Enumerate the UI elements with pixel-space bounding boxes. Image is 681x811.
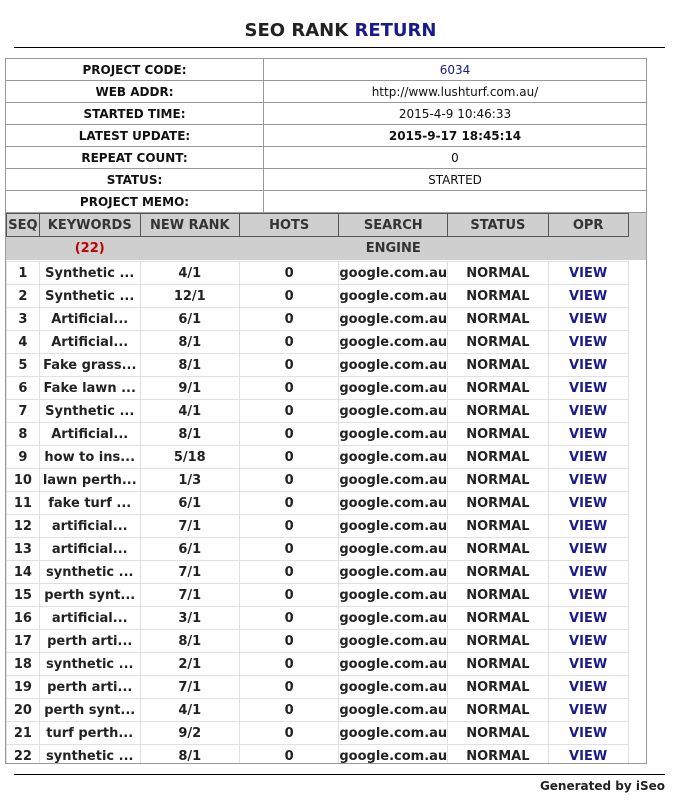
row-seq: 14 (7, 561, 40, 584)
row-new-rank: 7/1 (140, 584, 239, 607)
row-search-engine: google.com.au (339, 400, 448, 423)
row-seq: 15 (7, 584, 40, 607)
info-row-code (6, 59, 647, 81)
row-search-engine: google.com.au (339, 630, 448, 653)
view-link[interactable]: VIEW (548, 331, 628, 354)
info-row-memo (6, 191, 647, 213)
keyword-rank-table-container (5, 212, 647, 764)
row-search-engine: google.com.au (339, 492, 448, 515)
header-search[interactable]: SEARCH (339, 214, 448, 237)
view-link[interactable]: VIEW (548, 653, 628, 676)
row-status: NORMAL (448, 377, 548, 400)
row-keyword[interactable]: Synthetic ... (39, 285, 140, 308)
view-link[interactable]: VIEW (548, 354, 628, 377)
row-filler (628, 722, 645, 745)
table-row (7, 538, 646, 561)
row-keyword[interactable]: Synthetic ... (39, 262, 140, 285)
row-filler (628, 423, 645, 446)
view-link[interactable]: VIEW (548, 722, 628, 745)
view-link[interactable]: VIEW (548, 561, 628, 584)
row-hots: 0 (239, 676, 338, 699)
row-new-rank: 4/1 (140, 699, 239, 722)
table-row (7, 446, 646, 469)
header-engine: ENGINE (339, 237, 448, 260)
subheader-seq (7, 237, 40, 260)
row-hots: 0 (239, 538, 338, 561)
view-link[interactable]: VIEW (548, 492, 628, 515)
page-title-main: SEO RANK (244, 20, 349, 41)
table-row (7, 331, 646, 354)
row-seq: 19 (7, 676, 40, 699)
view-link[interactable]: VIEW (548, 584, 628, 607)
row-search-engine: google.com.au (339, 745, 448, 765)
row-keyword[interactable]: synthetic ... (39, 653, 140, 676)
row-status: NORMAL (448, 354, 548, 377)
web-addr-label: WEB ADDR: (6, 81, 264, 103)
row-search-engine: google.com.au (339, 285, 448, 308)
row-hots: 0 (239, 492, 338, 515)
row-status: NORMAL (448, 630, 548, 653)
row-keyword[interactable]: perth arti... (39, 630, 140, 653)
row-filler (628, 745, 645, 765)
row-hots: 0 (239, 377, 338, 400)
table-row (7, 308, 646, 331)
view-link[interactable]: VIEW (548, 262, 628, 285)
row-seq: 16 (7, 607, 40, 630)
header-filler (628, 214, 645, 237)
row-new-rank: 9/2 (140, 722, 239, 745)
repeat-count-value: 0 (264, 147, 647, 169)
row-keyword[interactable]: perth synt... (39, 699, 140, 722)
row-filler (628, 515, 645, 538)
info-row-repeat (6, 147, 647, 169)
info-row-status (6, 169, 647, 191)
row-status: NORMAL (448, 400, 548, 423)
row-new-rank: 4/1 (140, 400, 239, 423)
table-row (7, 469, 646, 492)
table-row (7, 561, 646, 584)
row-hots: 0 (239, 607, 338, 630)
status-value: STARTED (264, 169, 647, 191)
row-new-rank: 6/1 (140, 492, 239, 515)
row-hots: 0 (239, 423, 338, 446)
row-filler (628, 561, 645, 584)
row-hots: 0 (239, 469, 338, 492)
row-status: NORMAL (448, 676, 548, 699)
table-row (7, 699, 646, 722)
row-status: NORMAL (448, 469, 548, 492)
row-filler (628, 400, 645, 423)
row-keyword[interactable]: Artificial... (39, 423, 140, 446)
row-status: NORMAL (448, 561, 548, 584)
row-filler (628, 285, 645, 308)
row-hots: 0 (239, 400, 338, 423)
row-new-rank: 8/1 (140, 331, 239, 354)
repeat-count-label: REPEAT COUNT: (6, 147, 264, 169)
view-link[interactable]: VIEW (548, 400, 628, 423)
row-search-engine: google.com.au (339, 538, 448, 561)
row-new-rank: 3/1 (140, 607, 239, 630)
row-filler (628, 630, 645, 653)
view-link[interactable]: VIEW (548, 285, 628, 308)
row-search-engine: google.com.au (339, 262, 448, 285)
row-search-engine: google.com.au (339, 515, 448, 538)
header-seq[interactable]: SEQ (7, 214, 40, 237)
row-status: NORMAL (448, 285, 548, 308)
row-hots: 0 (239, 699, 338, 722)
latest-update-value: 2015-9-17 18:45:14 (264, 125, 647, 147)
row-search-engine: google.com.au (339, 308, 448, 331)
table-header-row (7, 214, 646, 237)
subheader-hots (239, 237, 338, 260)
subheader-opr (548, 237, 628, 260)
info-row-started (6, 103, 647, 125)
table-row (7, 515, 646, 538)
row-hots: 0 (239, 308, 338, 331)
row-seq: 9 (7, 446, 40, 469)
table-row (7, 354, 646, 377)
row-new-rank: 8/1 (140, 423, 239, 446)
row-seq: 18 (7, 653, 40, 676)
row-filler (628, 354, 645, 377)
row-keyword[interactable]: synthetic ... (39, 561, 140, 584)
row-search-engine: google.com.au (339, 331, 448, 354)
view-link[interactable]: VIEW (548, 423, 628, 446)
row-new-rank: 8/1 (140, 354, 239, 377)
row-seq: 20 (7, 699, 40, 722)
page-title-accent: RETURN (354, 20, 437, 41)
table-row (7, 400, 646, 423)
row-new-rank: 8/1 (140, 745, 239, 765)
row-seq: 2 (7, 285, 40, 308)
row-new-rank: 2/1 (140, 653, 239, 676)
table-row (7, 262, 646, 285)
row-seq: 11 (7, 492, 40, 515)
row-new-rank: 12/1 (140, 285, 239, 308)
row-hots: 0 (239, 515, 338, 538)
row-hots: 0 (239, 653, 338, 676)
row-filler (628, 308, 645, 331)
row-search-engine: google.com.au (339, 699, 448, 722)
row-search-engine: google.com.au (339, 607, 448, 630)
row-seq: 21 (7, 722, 40, 745)
row-keyword[interactable]: perth synt... (39, 584, 140, 607)
row-search-engine: google.com.au (339, 354, 448, 377)
row-status: NORMAL (448, 492, 548, 515)
row-keyword[interactable]: turf perth... (39, 722, 140, 745)
header-status[interactable]: STATUS (448, 214, 548, 237)
row-search-engine: google.com.au (339, 446, 448, 469)
row-status: NORMAL (448, 423, 548, 446)
row-filler (628, 262, 645, 285)
row-keyword[interactable]: perth arti... (39, 676, 140, 699)
row-seq: 6 (7, 377, 40, 400)
row-new-rank: 4/1 (140, 262, 239, 285)
row-search-engine: google.com.au (339, 722, 448, 745)
row-status: NORMAL (448, 446, 548, 469)
row-filler (628, 607, 645, 630)
top-divider (14, 47, 665, 48)
row-seq: 22 (7, 745, 40, 765)
row-filler (628, 331, 645, 354)
row-hots: 0 (239, 584, 338, 607)
row-keyword[interactable]: artificial... (39, 538, 140, 561)
row-search-engine: google.com.au (339, 653, 448, 676)
row-search-engine: google.com.au (339, 469, 448, 492)
view-link[interactable]: VIEW (548, 538, 628, 561)
keyword-count: (22) (39, 237, 140, 260)
table-row (7, 377, 646, 400)
row-seq: 1 (7, 262, 40, 285)
header-keywords[interactable]: KEYWORDS (39, 214, 140, 237)
row-search-engine: google.com.au (339, 561, 448, 584)
row-seq: 8 (7, 423, 40, 446)
table-row (7, 607, 646, 630)
row-keyword[interactable]: artificial... (39, 607, 140, 630)
row-filler (628, 492, 645, 515)
row-status: NORMAL (448, 538, 548, 561)
header-new-rank[interactable]: NEW RANK (140, 214, 239, 237)
table-body (7, 260, 646, 765)
row-status: NORMAL (448, 262, 548, 285)
view-link[interactable]: VIEW (548, 676, 628, 699)
keyword-rank-table (6, 213, 646, 764)
row-seq: 17 (7, 630, 40, 653)
view-link[interactable]: VIEW (548, 469, 628, 492)
row-seq: 13 (7, 538, 40, 561)
web-addr-value: http://www.lushturf.com.au/ (264, 81, 647, 103)
row-status: NORMAL (448, 331, 548, 354)
info-row-web (6, 81, 647, 103)
table-row (7, 584, 646, 607)
row-status: NORMAL (448, 308, 548, 331)
row-keyword[interactable]: Fake grass... (39, 354, 140, 377)
view-link[interactable]: VIEW (548, 699, 628, 722)
project-info-table (5, 58, 647, 213)
row-filler (628, 584, 645, 607)
row-hots: 0 (239, 285, 338, 308)
project-memo-label: PROJECT MEMO: (6, 191, 264, 213)
row-keyword[interactable]: Fake lawn ... (39, 377, 140, 400)
latest-update-label: LATEST UPDATE: (6, 125, 264, 147)
row-filler (628, 676, 645, 699)
project-code-value[interactable]: 6034 (264, 59, 647, 81)
row-new-rank: 8/1 (140, 630, 239, 653)
row-seq: 12 (7, 515, 40, 538)
row-new-rank: 9/1 (140, 377, 239, 400)
row-status: NORMAL (448, 653, 548, 676)
table-row (7, 285, 646, 308)
row-new-rank: 6/1 (140, 308, 239, 331)
subheader-rank (140, 237, 239, 260)
row-hots: 0 (239, 354, 338, 377)
header-opr[interactable]: OPR (548, 214, 628, 237)
row-search-engine: google.com.au (339, 676, 448, 699)
project-code-label: PROJECT CODE: (6, 59, 264, 81)
row-hots: 0 (239, 331, 338, 354)
table-row (7, 653, 646, 676)
row-keyword[interactable]: Artificial... (39, 331, 140, 354)
table-row (7, 722, 646, 745)
row-filler (628, 538, 645, 561)
row-seq: 10 (7, 469, 40, 492)
row-keyword[interactable]: lawn perth... (39, 469, 140, 492)
row-keyword[interactable]: Synthetic ... (39, 400, 140, 423)
row-seq: 4 (7, 331, 40, 354)
started-time-value: 2015-4-9 10:46:33 (264, 103, 647, 125)
row-keyword[interactable]: how to ins... (39, 446, 140, 469)
table-row (7, 423, 646, 446)
view-link[interactable]: VIEW (548, 607, 628, 630)
row-new-rank: 1/3 (140, 469, 239, 492)
row-keyword[interactable]: artificial... (39, 515, 140, 538)
row-keyword[interactable]: synthetic ... (39, 745, 140, 765)
table-row (7, 676, 646, 699)
view-link[interactable]: VIEW (548, 377, 628, 400)
row-new-rank: 6/1 (140, 538, 239, 561)
status-label: STATUS: (6, 169, 264, 191)
row-new-rank: 7/1 (140, 515, 239, 538)
row-new-rank: 7/1 (140, 676, 239, 699)
row-filler (628, 469, 645, 492)
row-filler (628, 446, 645, 469)
project-memo-value (264, 191, 647, 213)
header-hots[interactable]: HOTS (239, 214, 338, 237)
row-status: NORMAL (448, 515, 548, 538)
page-title (0, 20, 681, 41)
row-filler (628, 653, 645, 676)
row-new-rank: 5/18 (140, 446, 239, 469)
row-filler (628, 699, 645, 722)
started-time-label: STARTED TIME: (6, 103, 264, 125)
row-hots: 0 (239, 446, 338, 469)
row-new-rank: 7/1 (140, 561, 239, 584)
view-link[interactable]: VIEW (548, 515, 628, 538)
row-search-engine: google.com.au (339, 584, 448, 607)
table-subheader-row (7, 237, 646, 260)
table-row (7, 492, 646, 515)
row-seq: 3 (7, 308, 40, 331)
row-hots: 0 (239, 745, 338, 765)
table-row (7, 745, 646, 765)
row-hots: 0 (239, 262, 338, 285)
row-hots: 0 (239, 722, 338, 745)
footer-credit: Generated by iSeo (539, 779, 665, 793)
info-row-latest (6, 125, 647, 147)
row-search-engine: google.com.au (339, 423, 448, 446)
row-status: NORMAL (448, 722, 548, 745)
bottom-divider (14, 774, 665, 775)
row-keyword[interactable]: fake turf ... (39, 492, 140, 515)
row-hots: 0 (239, 630, 338, 653)
row-status: NORMAL (448, 584, 548, 607)
view-link[interactable]: VIEW (548, 745, 628, 765)
row-keyword[interactable]: Artificial... (39, 308, 140, 331)
subheader-filler (628, 237, 645, 260)
view-link[interactable]: VIEW (548, 308, 628, 331)
row-status: NORMAL (448, 607, 548, 630)
row-filler (628, 377, 645, 400)
subheader-status (448, 237, 548, 260)
view-link[interactable]: VIEW (548, 446, 628, 469)
row-status: NORMAL (448, 699, 548, 722)
row-seq: 5 (7, 354, 40, 377)
row-hots: 0 (239, 561, 338, 584)
row-search-engine: google.com.au (339, 377, 448, 400)
row-status: NORMAL (448, 745, 548, 765)
table-row (7, 630, 646, 653)
view-link[interactable]: VIEW (548, 630, 628, 653)
row-seq: 7 (7, 400, 40, 423)
